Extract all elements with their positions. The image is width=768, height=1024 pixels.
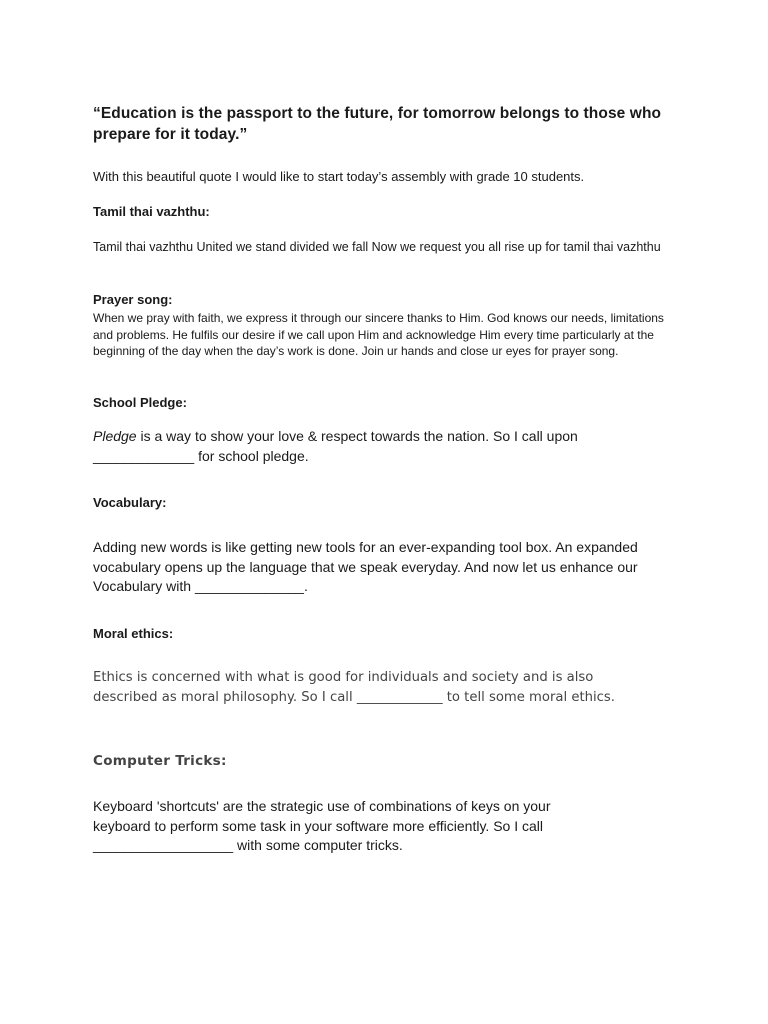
moral-body: Ethics is concerned with what is good for individuals and society and is also described as moral philosophy. So I call _____________ to tell some moral ethics.	[93, 670, 615, 705]
tamil-body: Tamil thai vazhthu United we stand divided we fall Now we request you all rise up for tamil thai vazhthu	[93, 240, 661, 254]
pledge-text: is a way to show your love & respect towards the nation. So I call upon _____________ for school pledge.	[93, 428, 578, 464]
vocabulary-heading: Vocabulary:	[93, 495, 167, 510]
computer-heading: Computer Tricks:	[93, 753, 227, 769]
prayer-heading: Prayer song:	[93, 292, 173, 307]
intro-paragraph: With this beautiful quote I would like to start today’s assembly with grade 10 students.	[93, 169, 585, 184]
tamil-heading: Tamil thai vazhthu:	[93, 204, 210, 219]
pledge-body	[93, 427, 613, 466]
prayer-body: When we pray with faith, we express it through our sincere thanks to Him. God knows our needs, limitations and problems. He fulfils our desire if we call upon Him and acknowledge Him every time particularly at the beginning of the day when the day’s work is done. Join ur hands and close ur eyes for prayer song.	[93, 311, 664, 359]
computer-body: Keyboard 'shortcuts' are the strategic use of combinations of keys on your keyboard to perform some task in your software more efficiently. So I call __________________ with some computer tricks.	[93, 798, 551, 853]
pledge-lead-word: Pledge	[93, 428, 137, 444]
vocabulary-body: Adding new words is like getting new tools for an ever-expanding tool box. An expanded vocabulary opens up the language that we speak everyday. And now let us enhance our Vocabulary with ______________.	[93, 539, 638, 594]
pledge-heading: School Pledge:	[93, 395, 187, 410]
opening-quote: “Education is the passport to the future, for tomorrow belongs to those who prepare for it today.”	[93, 105, 662, 143]
moral-heading: Moral ethics:	[93, 626, 174, 641]
